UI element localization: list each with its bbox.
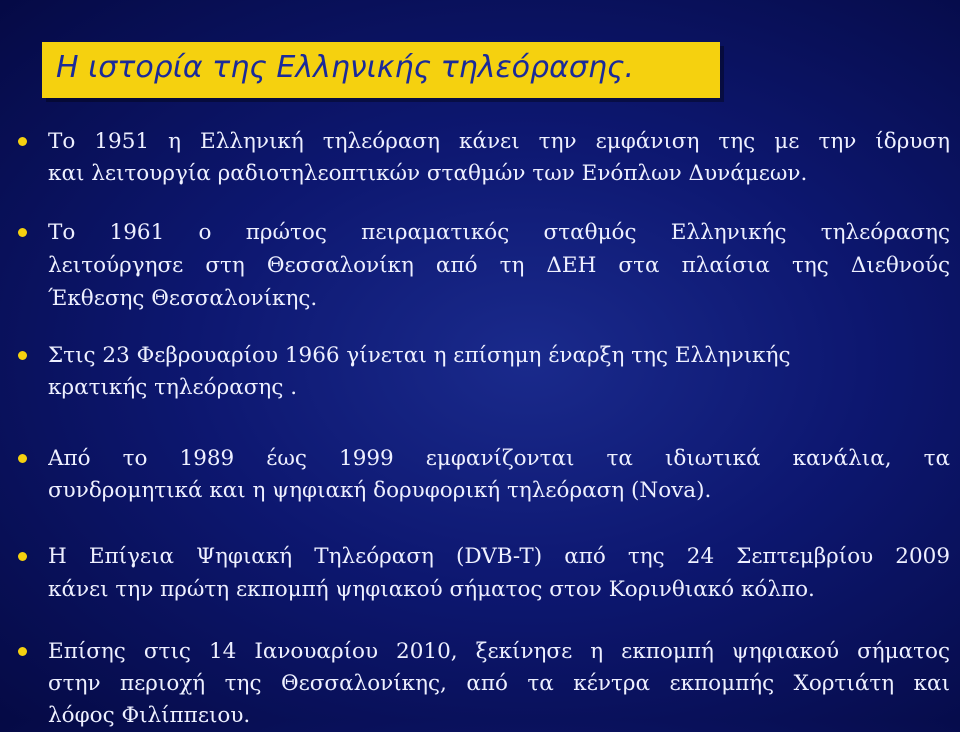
bullet-dot-icon [18,647,27,656]
bullet-line: κάνει την πρώτη εκπομπή ψηφιακού σήματος στον Κορινθιακό κόλπο. [48,577,815,602]
slide-title: Η ιστορία της Ελληνικής τηλεόρασης. [56,50,635,85]
bullet-line: συνδρομητικά και η ψηφιακή δορυφορική τηλεόραση (Nova). [48,478,712,503]
bullet-line: Στις 23 Φεβρουαρίου 1966 γίνεται η επίσημη έναρξη της Ελληνικής [48,343,791,368]
bullet-line: Η Επίγεια Ψηφιακή Τηλεόραση (DVB-T) από της 24 Σεπτεμβρίου 2009 [48,544,950,569]
bullet-line: στην περιοχή της Θεσσαλονίκης, από τα κέντρα εκπομπής Χορτιάτη και [48,671,950,696]
bullet-dot-icon [18,454,27,463]
bullet-line: Το 1961 ο πρώτος πειραματικός σταθμός Ελληνικής τηλεόρασης [48,220,950,245]
bullet-dot-icon [18,552,27,561]
bullet-line: λειτούργησε στη Θεσσαλονίκη από τη ΔΕΗ στα πλαίσια της Διεθνούς [48,253,950,278]
bullet-dot-icon [18,137,27,146]
bullet-dot-icon [18,228,27,237]
bullet-dot-icon [18,351,27,360]
bullet-line: Επίσης στις 14 Ιανουαρίου 2010, ξεκίνησε η εκπομπή ψηφιακού σήματος [48,639,950,664]
bullet-line: Από το 1989 έως 1999 εμφανίζονται τα ιδιωτικά κανάλια, τα [48,446,950,471]
bullet-line: κρατικής τηλεόρασης . [48,375,298,400]
bullet-line: λόφος Φιλίππειου. [48,703,251,728]
bullet-line: Έκθεσης Θεσσαλονίκης. [48,286,318,311]
bullet-line: και λειτουργία ραδιοτηλεοπτικών σταθμών των Ενόπλων Δυνάμεων. [48,161,808,186]
bullet-line: Το 1951 η Ελληνική τηλεόραση κάνει την εμφάνιση της με την ίδρυση [48,129,950,154]
